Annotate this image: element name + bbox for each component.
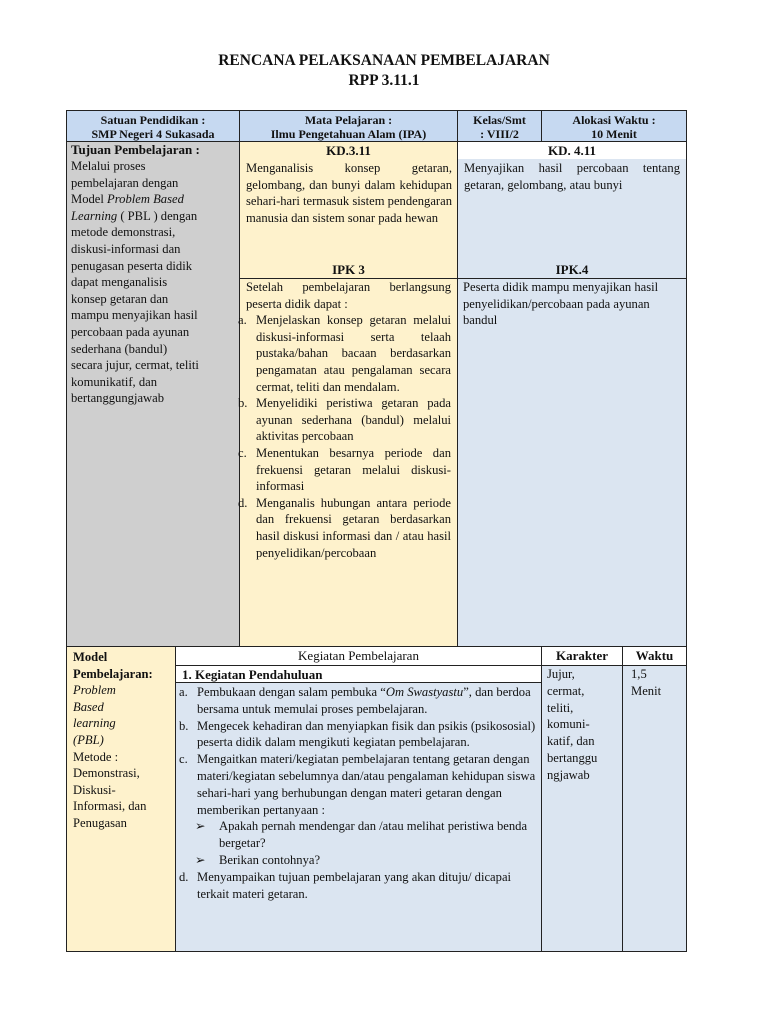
karakter-list bbox=[542, 666, 622, 784]
pendahuluan-list bbox=[179, 684, 537, 902]
ipk3-body bbox=[240, 279, 451, 561]
tujuan-line: komunikatif, dan bbox=[71, 374, 158, 389]
waktu-heading: Waktu bbox=[635, 648, 674, 663]
kd3-heading: KD.3.11 bbox=[326, 143, 371, 158]
list-marker: c. bbox=[238, 445, 247, 460]
list-marker: d. bbox=[238, 495, 248, 510]
waktu-line: Menit bbox=[631, 683, 662, 698]
pendahuluan-item-d bbox=[179, 869, 537, 903]
karakter-line: bertanggu bbox=[547, 750, 598, 765]
tujuan-line-learning bbox=[71, 208, 239, 225]
item-b-text: Mengecek kehadiran dan menyiapkan fisik dan psikis (psikososial) peserta didik dalam mengikuti kegiatan pembelajaran. bbox=[197, 718, 536, 750]
item-a-italic: Om Swastyastu bbox=[385, 685, 464, 699]
tujuan-pembelajaran-cell bbox=[66, 141, 240, 647]
kelas-label: Kelas/Smt bbox=[473, 113, 526, 127]
metode-line: Diskusi- bbox=[73, 782, 116, 797]
tujuan-italic-learning: Learning bbox=[71, 208, 118, 223]
alokasi-label: Alokasi Waktu : bbox=[572, 113, 656, 127]
tujuan-line: metode demonstrasi, bbox=[71, 225, 176, 240]
model-italic: Problem bbox=[73, 683, 116, 698]
ipk3-item-b bbox=[240, 395, 451, 445]
tujuan-line: konsep getaran dan bbox=[71, 291, 169, 306]
tujuan-line: bertanggungjawab bbox=[71, 391, 165, 406]
tujuan-italic-pbl: Problem Based bbox=[107, 192, 184, 207]
item-d-text: Menyampaikan tujuan pembelajaran yang akan dituju/ dicapai terkait materi getaran. bbox=[197, 869, 512, 901]
tujuan-learning-rest: ( PBL ) dengan bbox=[117, 208, 198, 223]
karakter-line: katif, dan bbox=[547, 734, 595, 749]
tujuan-line: sederhana (bandul) bbox=[71, 341, 168, 356]
karakter-heading-cell bbox=[541, 646, 623, 666]
ipk4-heading: IPK.4 bbox=[555, 262, 589, 277]
waktu-heading-cell bbox=[622, 646, 687, 666]
arrow-bullet-icon: ➢ bbox=[195, 852, 206, 867]
pendahuluan-title: 1. Kegiatan Pendahuluan bbox=[182, 667, 323, 682]
kelas-cell bbox=[457, 110, 542, 142]
ipk3-item-a bbox=[240, 312, 451, 395]
satuan-pendidikan-cell bbox=[66, 110, 240, 142]
item-a-text: Pembukaan dengan salam pembuka “ bbox=[197, 685, 386, 699]
metode-line: Metode : bbox=[73, 749, 119, 764]
kd3-text: Menganalisis konsep getaran, gelombang, dan bunyi dalam kehidupan sehari-hari termasuk sistem pendengaran manusia dan sistem sonar pada hewan bbox=[246, 161, 452, 225]
model-italic: (PBL) bbox=[73, 732, 104, 747]
pendahuluan-item-a bbox=[179, 684, 537, 718]
karakter-line: komuni- bbox=[547, 717, 590, 732]
metode-line: Demonstrasi, bbox=[73, 766, 140, 781]
ipk3-item-text: Menyelidiki peristiwa getaran pada ayunan sederhana (bandul) melalui aktivitas percobaan bbox=[256, 396, 451, 444]
ipk4-text: Peserta didik mampu menyajikan hasil penyelidikan/percobaan pada ayunan bandul bbox=[463, 280, 659, 328]
question-item bbox=[179, 818, 537, 852]
model-body bbox=[67, 647, 175, 832]
kd4-body-cell bbox=[457, 159, 687, 647]
mapel-value: Ilmu Pengetahuan Alam (IPA) bbox=[270, 127, 427, 141]
waktu-list bbox=[623, 666, 686, 700]
item-a-text-end: ”, dan berdoa bersama untuk memulai proses pembelajaran. bbox=[197, 685, 531, 716]
list-marker: a. bbox=[179, 685, 188, 699]
karakter-cell bbox=[541, 665, 623, 952]
tujuan-line: secara jujur, cermat, teliti bbox=[71, 358, 199, 373]
kd4-heading: KD. 4.11 bbox=[547, 143, 597, 158]
kegiatan-heading-cell bbox=[175, 646, 542, 666]
list-marker: b. bbox=[238, 396, 248, 411]
tujuan-model-word: Model bbox=[71, 192, 108, 207]
model-label: Model bbox=[73, 650, 108, 664]
kelas-value: : VIII/2 bbox=[480, 127, 519, 141]
tujuan-heading: Tujuan Pembelajaran : bbox=[71, 142, 200, 157]
kd4-heading-cell bbox=[457, 141, 687, 160]
alokasi-waktu-cell bbox=[541, 110, 687, 142]
model-italic: Based bbox=[73, 699, 104, 714]
tujuan-line: Melalui proses bbox=[71, 159, 146, 173]
question-item bbox=[179, 852, 537, 869]
ipk3-item-text: Menganalis hubungan antara periode dan frekuensi getaran berdasarkan hasil diskusi informasi dan / atau hasil penyelidikan/percobaan bbox=[256, 495, 451, 560]
ipk3-item-text: Menjelaskan konsep getaran melalui diskusi-informasi serta telaah pustaka/bahan bacaan berdasarkan pengamatan atau pengalaman secara cermat, teliti dan mendalam. bbox=[256, 313, 451, 394]
tujuan-body bbox=[67, 158, 239, 407]
model-label: Pembelajaran: bbox=[73, 666, 153, 681]
list-marker: a. bbox=[238, 313, 247, 328]
waktu-line: 1,5 bbox=[631, 667, 647, 681]
tujuan-line: dapat menganalisis bbox=[71, 275, 168, 290]
tujuan-line: pembelajaran dengan bbox=[71, 175, 179, 190]
karakter-heading: Karakter bbox=[556, 648, 608, 663]
model-italic: learning bbox=[73, 716, 116, 731]
tujuan-line: diskusi-informasi dan bbox=[71, 241, 181, 256]
list-marker: d. bbox=[179, 869, 189, 884]
ipk3-item-text: Menentukan besarnya periode dan frekuensi getaran melalui diskusi-informasi bbox=[256, 445, 451, 494]
question-text: Berikan contohnya? bbox=[219, 852, 321, 867]
kegiatan-heading: Kegiatan Pembelajaran bbox=[298, 648, 419, 663]
ipk3-item-c bbox=[240, 445, 451, 495]
satuan-value: SMP Negeri 4 Sukasada bbox=[91, 127, 215, 141]
tujuan-line: percobaan pada ayunan bbox=[71, 324, 190, 339]
ipk3-intro: Setelah pembelajaran berlangsung peserta didik dapat : bbox=[246, 280, 451, 311]
pendahuluan-title-row bbox=[176, 666, 541, 683]
metode-line: Penugasan bbox=[73, 815, 127, 830]
kd4-text: Menyajikan hasil percobaan tentang getaran, gelombang, atau bunyi bbox=[464, 161, 680, 192]
ipk4-heading-row bbox=[458, 262, 686, 278]
ipk3-item-d bbox=[240, 495, 451, 561]
metode-line: Informasi, dan bbox=[73, 799, 147, 814]
document-subtitle: RPP 3.11.1 bbox=[348, 72, 420, 89]
mapel-label: Mata Pelajaran : bbox=[304, 113, 393, 127]
kd3-heading-cell bbox=[239, 141, 458, 160]
karakter-line: ngjawab bbox=[547, 767, 590, 782]
pendahuluan-item-b bbox=[179, 718, 537, 752]
ipk3-heading: IPK 3 bbox=[332, 262, 365, 277]
ipk3-heading-row bbox=[240, 262, 457, 278]
waktu-cell bbox=[622, 665, 687, 952]
document-title: RENCANA PELAKSANAAN PEMBELAJARAN bbox=[218, 52, 550, 69]
list-marker: c. bbox=[179, 752, 188, 767]
model-pembelajaran-cell bbox=[66, 646, 176, 952]
karakter-line: Jujur, bbox=[547, 667, 575, 681]
pendahuluan-item-c bbox=[179, 751, 537, 818]
question-text: Apakah pernah mendengar dan /atau melihat peristiwa benda bergetar? bbox=[219, 819, 528, 851]
karakter-line: teliti, bbox=[547, 700, 574, 715]
karakter-line: cermat, bbox=[547, 683, 585, 698]
tujuan-line: penugasan peserta didik bbox=[71, 258, 192, 273]
satuan-label: Satuan Pendidikan : bbox=[100, 113, 206, 127]
kegiatan-body-cell bbox=[175, 665, 542, 952]
item-c-text: Mengaitkan materi/kegiatan pembelajaran tentang getaran dengan materi/kegiatan sebelumnya dan/atau pengalaman kehidupan siswa sehari-hari yang berhubungan dengan materi getaran dengan memberikan pertanyaan : bbox=[197, 752, 536, 817]
tujuan-line-model bbox=[71, 191, 239, 208]
tujuan-line: mampu menyajikan hasil bbox=[71, 308, 198, 323]
list-marker: b. bbox=[179, 718, 189, 733]
alokasi-value: 10 Menit bbox=[591, 127, 637, 141]
ipk3-list bbox=[240, 312, 451, 561]
arrow-bullet-icon: ➢ bbox=[195, 819, 206, 834]
mata-pelajaran-cell bbox=[239, 110, 458, 142]
